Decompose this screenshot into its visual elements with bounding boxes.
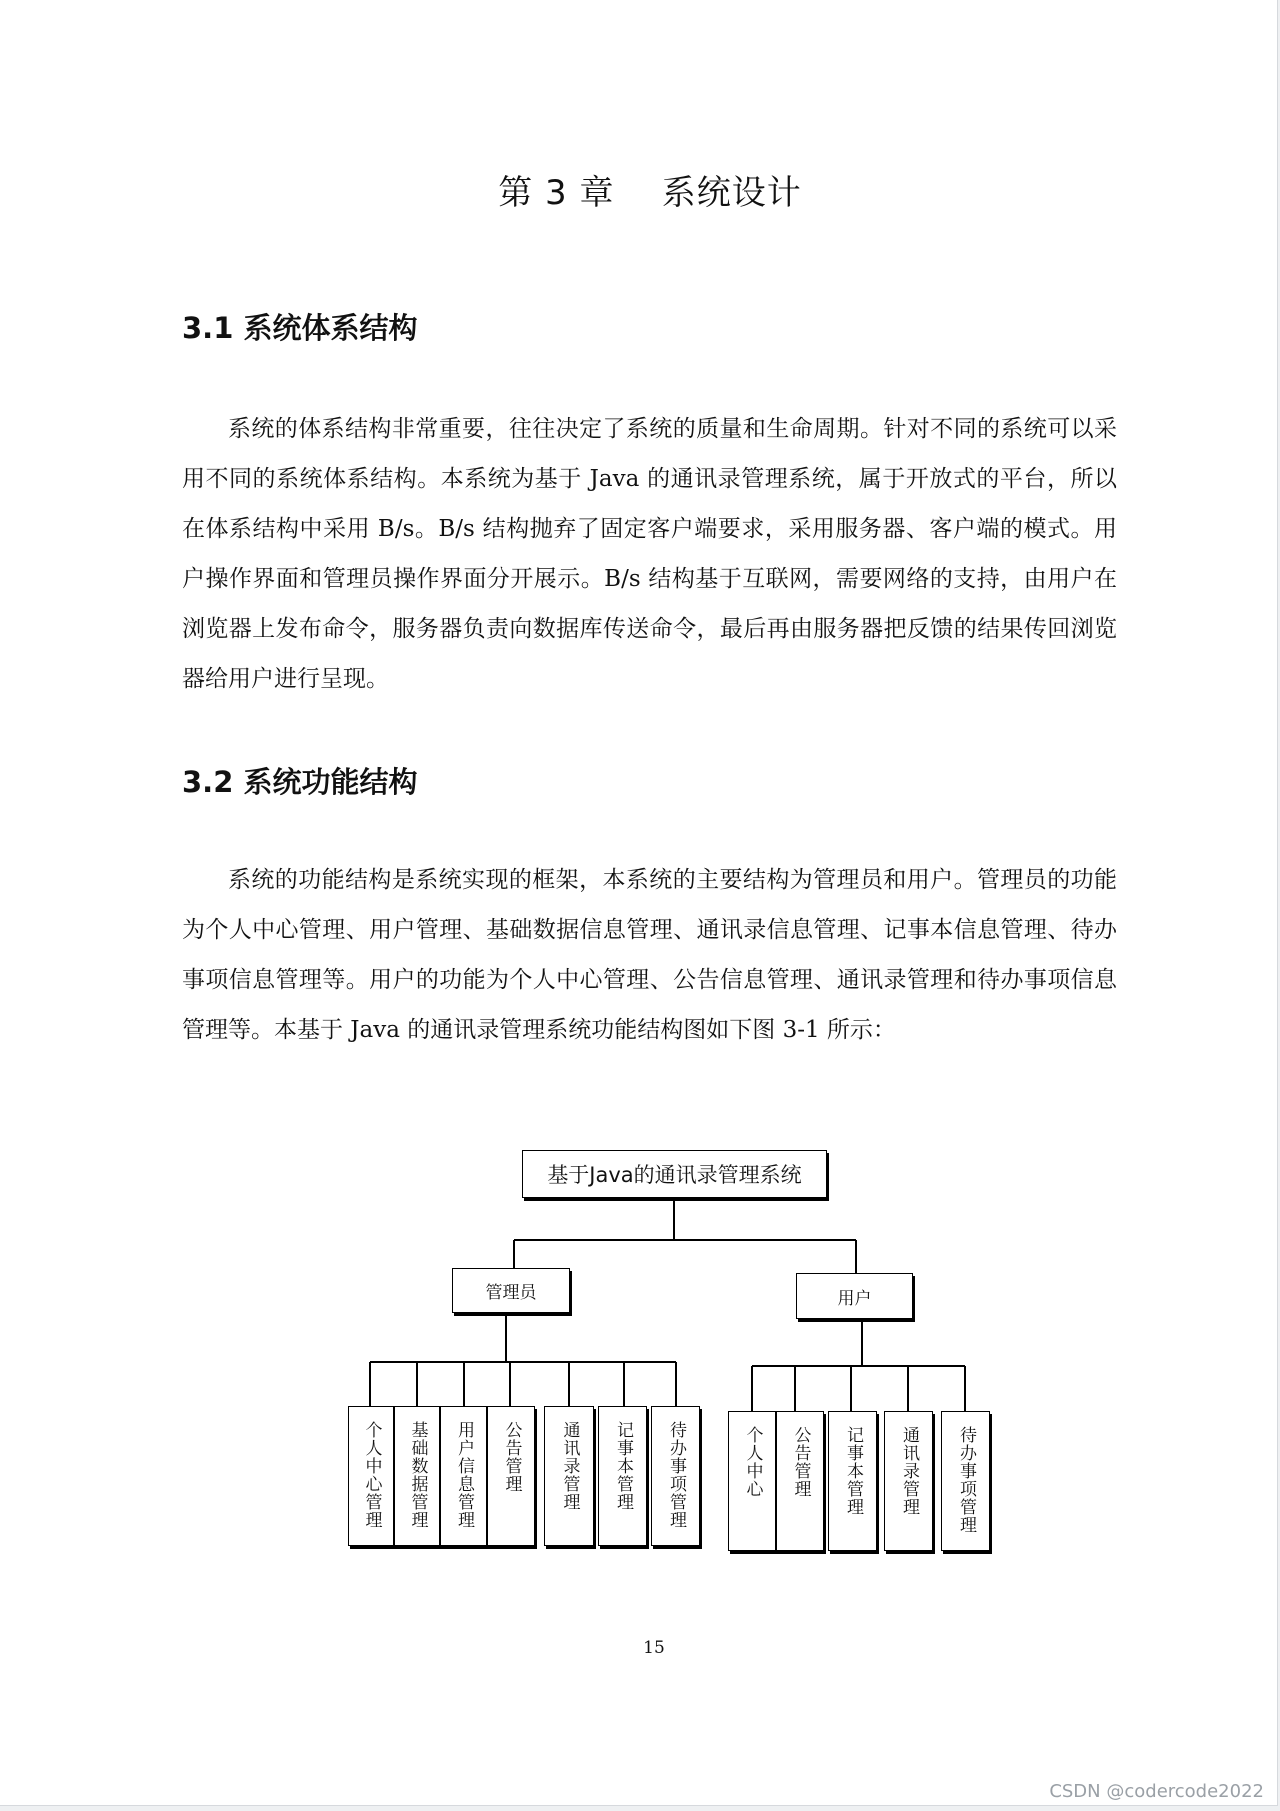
org-leaf-label: 个人中心管理 [361,1421,382,1529]
org-group-user: 用户 [796,1273,913,1319]
section-heading-3-2: 3.2 系统功能结构 [182,765,418,799]
org-leaf-label: 基础数据管理 [407,1421,428,1529]
org-leaf-admin-notice [487,1406,535,1546]
org-root-box: 基于Java的通讯录管理系统 [522,1150,827,1198]
section-paragraph-3-2: 系统的功能结构是系统实现的框架，本系统的主要结构为管理员和用户。管理员的功能为个人中心管理、用户管理、基础数据信息管理、通讯录信息管理、记事本信息管理、待办事项信息管理等。用户的功能为个人中心管理、公告信息管理、通讯录管理和待办事项信息管理等。本基于 Java 的通讯录管理系统功能结构图如下图 3-1 所示： [182,867,1117,1043]
org-leaf-user-notebook [828,1411,877,1551]
section-paragraph-3-1: 系统的体系结构非常重要，往往决定了系统的质量和生命周期。针对不同的系统可以采用不同的系统体系结构。本系统为基于 Java 的通讯录管理系统，属于开放式的平台，所以在体系结构中采用 B/s。B/s 结构抛弃了固定客户端要求，采用服务器、客户端的模式。用户操作界面和管理员操作界面分开展示。B/s 结构基于互联网，需要网络的支持，由用户在浏览器上发布命令，服务器负责向数据库传送命令，最后再由服务器把反馈的结果传回浏览器给用户进行呈现。 [182,416,1117,692]
org-leaf-label: 公告管理 [790,1426,811,1498]
org-leaf-label: 记事本管理 [613,1421,633,1511]
org-leaf-label: 用户信息管理 [454,1421,474,1529]
org-leaf-label: 通讯录管理 [559,1421,580,1511]
org-leaf-admin-user-info [440,1406,487,1546]
org-leaf-label: 个人中心 [742,1426,763,1498]
org-leaf-user-contacts [884,1411,933,1551]
org-leaf-label: 待办事项管理 [956,1426,976,1534]
org-leaf-user-todo [941,1411,990,1551]
org-leaf-label: 待办事项管理 [666,1421,686,1529]
org-leaf-user-personal-center [728,1411,776,1551]
watermark: CSDN @codercode2022 [1049,1781,1264,1802]
page-number: 15 [643,1638,665,1658]
org-leaf-admin-basic-data [394,1406,440,1546]
org-leaf-admin-notebook [598,1406,647,1546]
chapter-title: 第 3 章 系统设计 [498,173,802,213]
org-leaf-admin-contacts [544,1406,594,1546]
org-leaf-user-notice [776,1411,824,1551]
org-leaf-label: 记事本管理 [843,1426,863,1516]
section-heading-3-1: 3.1 系统体系结构 [182,311,418,345]
org-leaf-admin-personal-center [348,1406,394,1546]
org-group-admin: 管理员 [452,1268,570,1313]
org-leaf-admin-todo [651,1406,700,1546]
org-leaf-label: 通讯录管理 [899,1426,919,1516]
org-leaf-label: 公告管理 [501,1421,522,1493]
